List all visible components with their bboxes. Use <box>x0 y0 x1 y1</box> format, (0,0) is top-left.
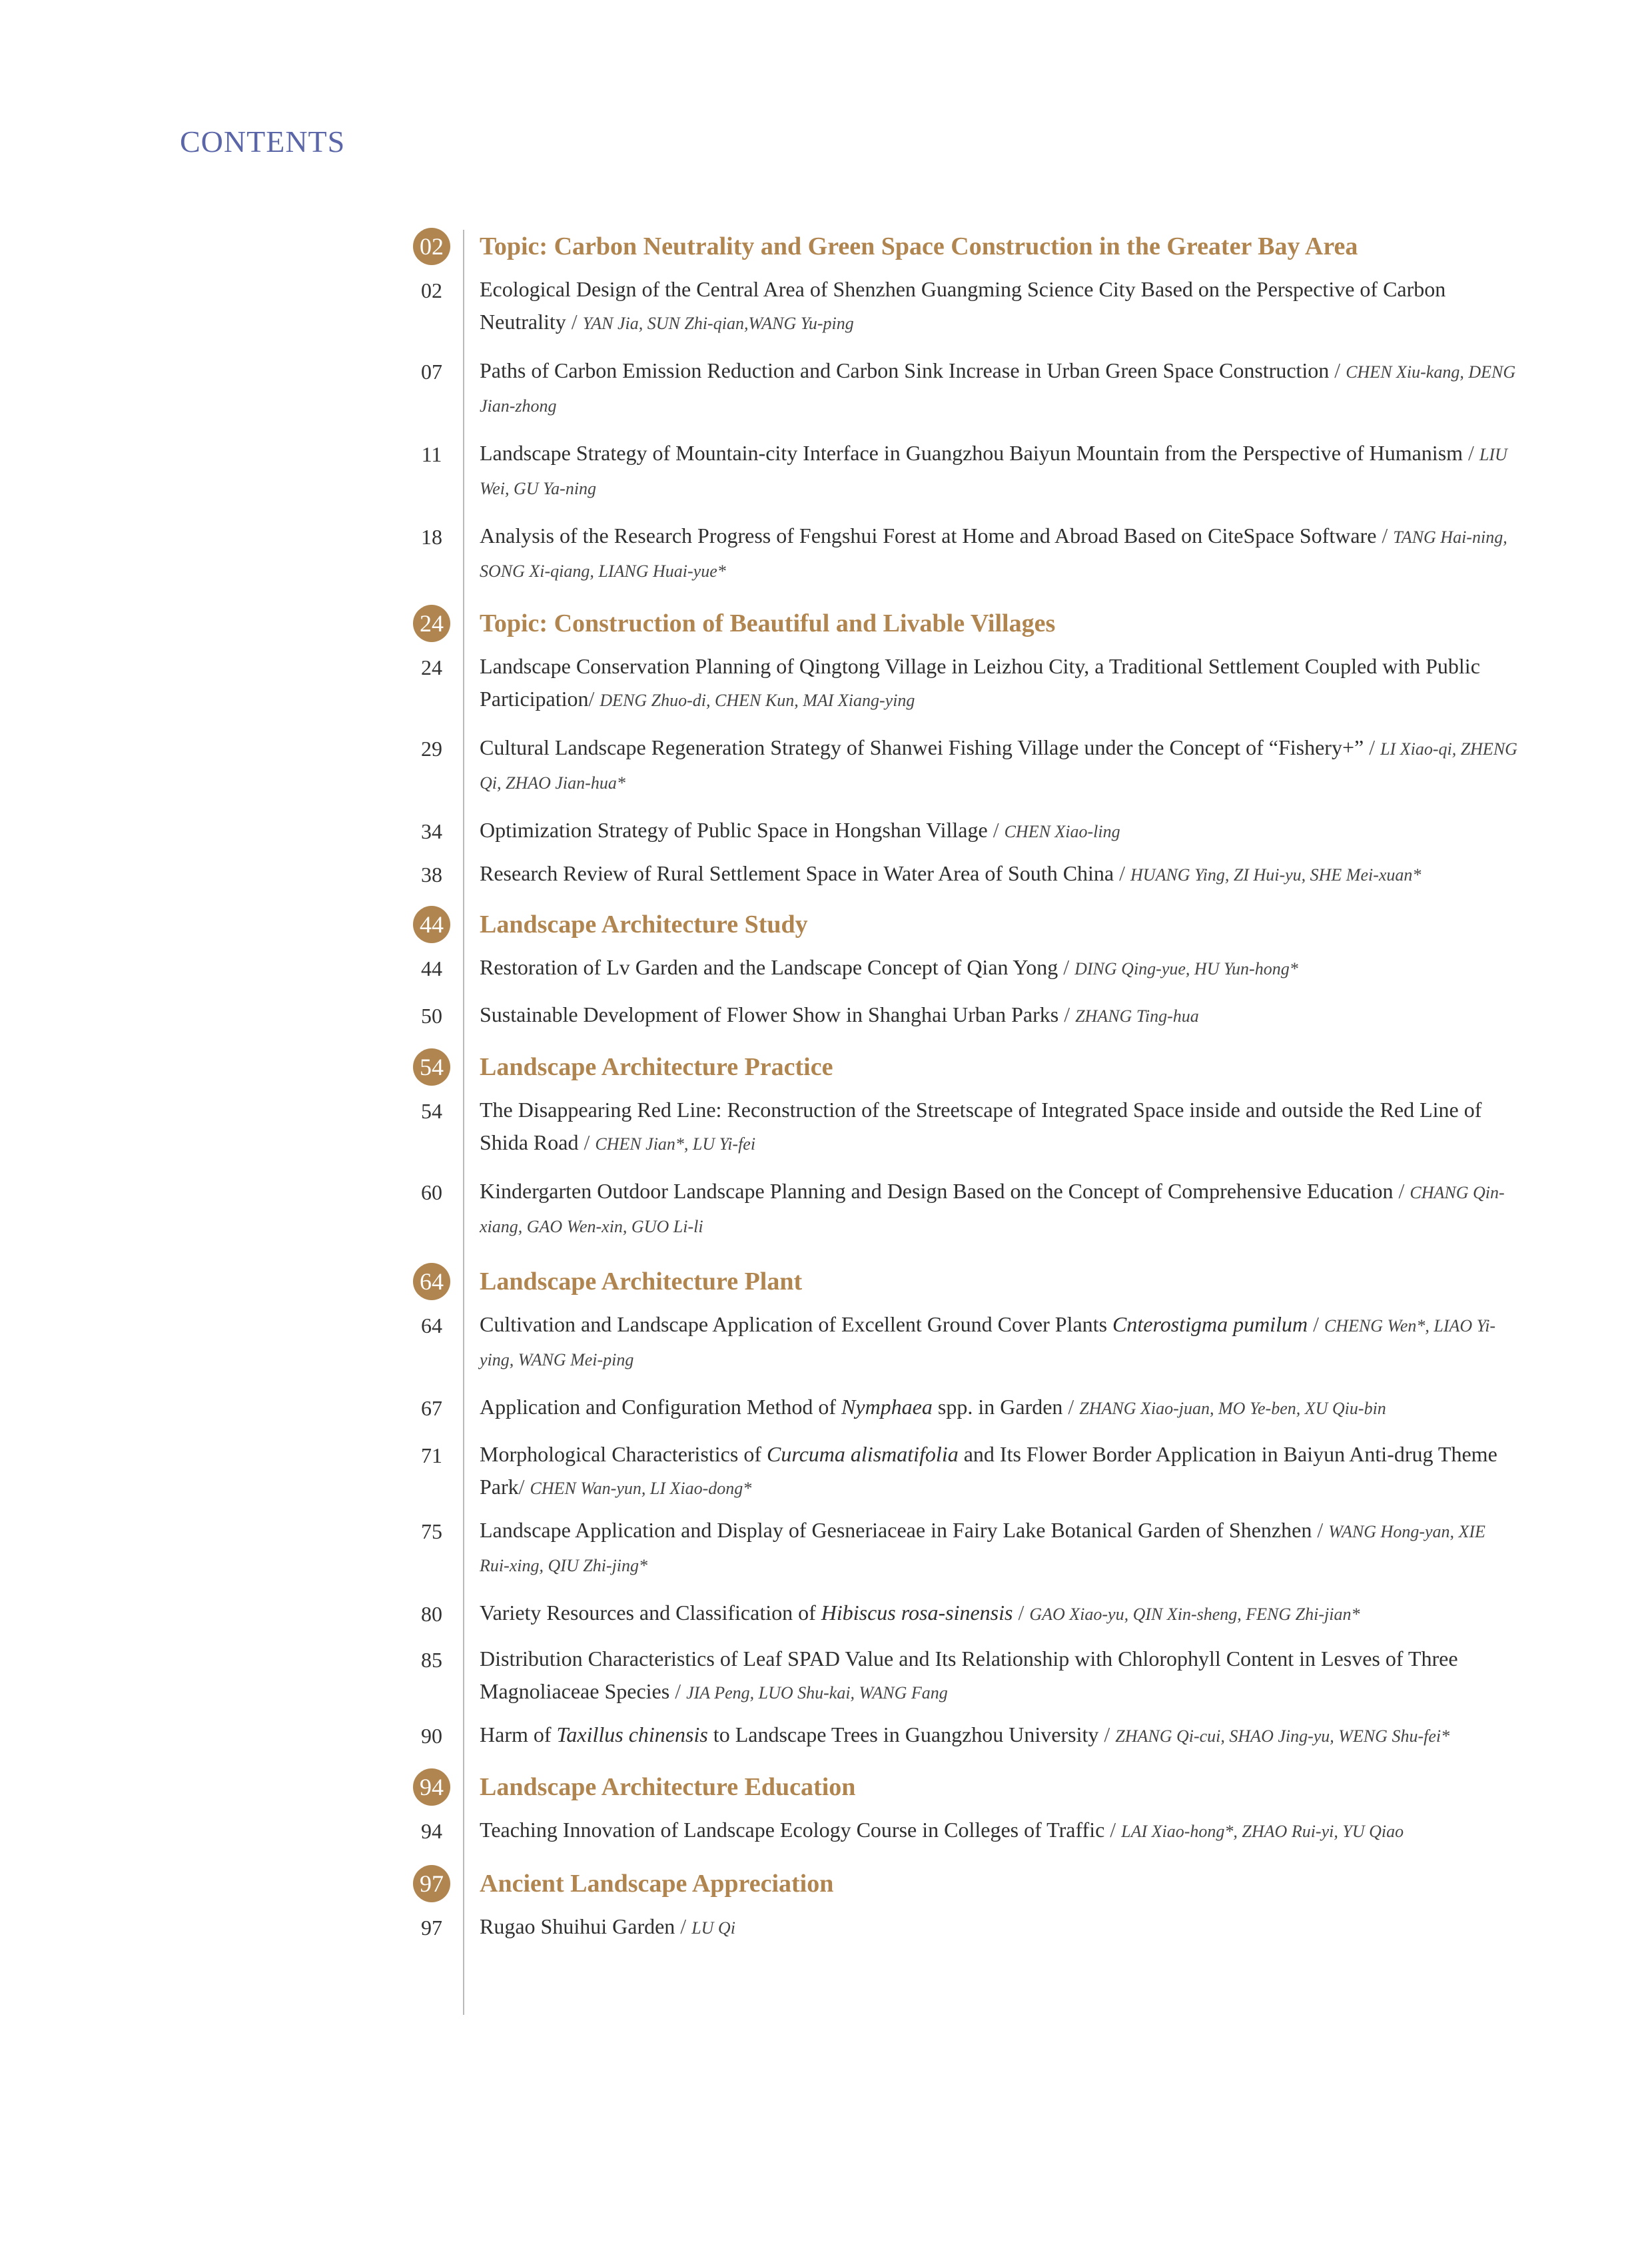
entry-page-number: 54 <box>421 1099 442 1123</box>
author-separator: / <box>1058 955 1075 979</box>
toc-entry[interactable] <box>413 354 1519 422</box>
article-title: Cultural Landscape Regeneration Strategy of Shanwei Fishing Village under the Concept of “Fishery+” <box>480 735 1364 759</box>
article-title: Application and Configuration Method of <box>480 1395 837 1419</box>
entry-text <box>480 520 1519 587</box>
entry-text <box>480 273 1519 340</box>
article-title: Variety Resources and Classification of <box>480 1601 816 1625</box>
table-of-contents <box>413 220 1519 1944</box>
article-authors: LI Xiao-qi, ZHENG Qi, ZHAO Jian-hua* <box>480 739 1517 793</box>
author-separator: / <box>1062 1395 1080 1419</box>
toc-entry[interactable] <box>413 1643 1519 1709</box>
entry-text <box>480 354 1519 422</box>
entry-page-number: 75 <box>421 1519 442 1543</box>
section-title: Topic: Carbon Neutrality and Green Space Construction in the Greater Bay Area <box>480 232 1358 260</box>
species-name: Taxillus chinensis <box>556 1722 708 1746</box>
article-title-continued: to Landscape Trees in Guangzhou University <box>713 1722 1099 1746</box>
toc-entry[interactable] <box>413 650 1519 717</box>
toc-entry[interactable] <box>413 1718 1519 1752</box>
article-title: Landscape Conservation Planning of Qingtong Village in Leizhou City, a Traditional Settlement Coupled with Public Participation <box>480 654 1480 711</box>
toc-entry[interactable] <box>413 1308 1519 1376</box>
toc-entry[interactable] <box>413 998 1519 1032</box>
author-separator: / <box>1376 524 1394 548</box>
article-authors: YAN Jia, SUN Zhi-qian,WANG Yu-ping <box>582 314 854 333</box>
article-title: Research Review of Rural Settlement Space in Water Area of South China <box>480 861 1114 885</box>
author-separator: / <box>1114 861 1131 885</box>
entry-page-number: 11 <box>421 442 442 466</box>
author-separator: / <box>566 310 583 334</box>
entry-text <box>480 437 1519 505</box>
article-title: Landscape Strategy of Mountain-city Interface in Guangzhou Baiyun Mountain from the Perspective of Humanism <box>480 441 1463 465</box>
section-title: Landscape Architecture Plant <box>480 1268 803 1296</box>
toc-entry[interactable] <box>413 1514 1519 1582</box>
section-heading <box>413 220 1519 273</box>
entry-text <box>480 1814 1519 1848</box>
entry-text <box>480 998 1519 1032</box>
entry-page-number: 34 <box>421 819 442 843</box>
author-separator: / <box>1463 441 1479 465</box>
article-authors: TANG Hai-ning, SONG Xi-qiang, LIANG Huai-yue* <box>480 528 1507 581</box>
toc-entry[interactable] <box>413 273 1519 340</box>
article-title: Teaching Innovation of Landscape Ecology Course in Colleges of Traffic <box>480 1818 1105 1842</box>
entry-text <box>480 1514 1519 1582</box>
section-heading <box>413 597 1519 650</box>
toc-entry[interactable] <box>413 1391 1519 1425</box>
section-title: Topic: Construction of Beautiful and Livable Villages <box>480 609 1056 637</box>
article-title-continued: spp. in Garden <box>937 1395 1063 1419</box>
toc-entry[interactable] <box>413 437 1519 505</box>
author-separator: / <box>1393 1179 1410 1203</box>
article-authors: CHEN Xiu-kang, DENG Jian-zhong <box>480 362 1516 416</box>
entry-text <box>480 1175 1519 1243</box>
toc-entry[interactable] <box>413 857 1519 891</box>
entry-text <box>480 1597 1519 1631</box>
section-title: Landscape Architecture Study <box>480 911 808 938</box>
entry-page-number: 60 <box>421 1180 442 1204</box>
entry-page-number: 80 <box>421 1602 442 1626</box>
entry-page-number: 64 <box>421 1313 442 1337</box>
article-title-continued: and Its Flower Border Application in Baiyun Anti-drug Theme Park <box>480 1442 1497 1499</box>
section-page-badge: 97 <box>413 1865 450 1902</box>
article-authors: LU Qi <box>691 1918 735 1938</box>
section-heading <box>413 898 1519 951</box>
section-title: Ancient Landscape Appreciation <box>480 1870 834 1898</box>
toc-entry[interactable] <box>413 1175 1519 1243</box>
entry-text <box>480 1391 1519 1425</box>
author-separator: / <box>1058 1002 1076 1026</box>
entry-text <box>480 951 1519 985</box>
entry-page-number: 38 <box>421 863 442 887</box>
article-title: Rugao Shuihui Garden <box>480 1914 675 1938</box>
article-authors: JIA Peng, LUO Shu-kai, WANG Fang <box>686 1683 948 1702</box>
entry-text <box>480 731 1519 799</box>
article-authors: ZHANG Qi-cui, SHAO Jing-yu, WENG Shu-fei* <box>1115 1726 1450 1746</box>
toc-entry[interactable] <box>413 814 1519 848</box>
author-separator: / <box>1329 358 1346 382</box>
toc-entry[interactable] <box>413 1910 1519 1944</box>
entry-page-number: 67 <box>421 1396 442 1420</box>
section-title: Landscape Architecture Practice <box>480 1053 833 1081</box>
toc-entry[interactable] <box>413 1094 1519 1160</box>
entry-page-number: 50 <box>421 1004 442 1028</box>
article-authors: DENG Zhuo-di, CHEN Kun, MAI Xiang-ying <box>600 691 915 710</box>
article-authors: DING Qing-yue, HU Yun-hong* <box>1074 959 1298 978</box>
article-title: Cultivation and Landscape Application of Excellent Ground Cover Plants <box>480 1312 1108 1336</box>
section-page-badge: 64 <box>413 1263 450 1300</box>
section-heading <box>413 1857 1519 1910</box>
article-title: Landscape Application and Display of Gesneriaceae in Fairy Lake Botanical Garden of Shenzhen <box>480 1518 1312 1542</box>
article-title: Optimization Strategy of Public Space in Hongshan Village <box>480 818 988 842</box>
entry-page-number: 24 <box>421 655 442 679</box>
article-authors: ZHANG Xiao-juan, MO Ye-ben, XU Qiu-bin <box>1079 1399 1386 1418</box>
article-title: Analysis of the Research Progress of Fengshui Forest at Home and Abroad Based on CiteSpace Software <box>480 524 1377 548</box>
entry-page-number: 94 <box>421 1819 442 1843</box>
entry-page-number: 97 <box>421 1916 442 1940</box>
article-authors: ZHANG Ting-hua <box>1075 1006 1199 1026</box>
section-page-badge: 94 <box>413 1768 450 1806</box>
toc-entry[interactable] <box>413 520 1519 587</box>
entry-page-number: 71 <box>421 1443 442 1467</box>
article-title: Restoration of Lv Garden and the Landscape Concept of Qian Yong <box>480 955 1058 979</box>
toc-entry[interactable] <box>413 951 1519 985</box>
species-name: Cnterostigma pumilum <box>1112 1312 1308 1336</box>
article-authors: CHEN Jian*, LU Yi-fei <box>595 1134 756 1154</box>
article-title: Morphological Characteristics of <box>480 1442 761 1466</box>
article-title: The Disappearing Red Line: Reconstruction of the Streetscape of Integrated Space inside and outside the Red Line of Shida Road <box>480 1098 1482 1154</box>
article-title: Sustainable Development of Flower Show in Shanghai Urban Parks <box>480 1002 1059 1026</box>
author-separator: / <box>578 1130 596 1154</box>
toc-entry[interactable] <box>413 1597 1519 1631</box>
toc-entry[interactable] <box>413 1438 1519 1505</box>
article-authors: CHENG Wen*, LIAO Yi-ying, WANG Mei-ping <box>480 1316 1496 1369</box>
species-name: Curcuma alismatifolia <box>766 1442 959 1466</box>
article-authors: CHEN Wan-yun, LI Xiao-dong* <box>530 1479 752 1498</box>
toc-entry[interactable] <box>413 1814 1519 1848</box>
article-title: Harm of <box>480 1722 552 1746</box>
entry-text <box>480 814 1519 848</box>
species-name: Nymphaea <box>841 1395 933 1419</box>
entry-text <box>480 1718 1519 1752</box>
article-authors: CHEN Xiao-ling <box>1004 822 1120 841</box>
entry-text <box>480 1094 1519 1160</box>
section-heading <box>413 1760 1519 1814</box>
author-separator: / <box>1104 1818 1122 1842</box>
page-title: CONTENTS <box>180 125 346 159</box>
entry-text <box>480 1438 1519 1505</box>
entry-page-number: 90 <box>421 1724 442 1748</box>
entry-page-number: 18 <box>421 525 442 549</box>
entry-text <box>480 1308 1519 1376</box>
author-separator: / <box>1364 735 1381 759</box>
author-separator: / <box>1098 1722 1116 1746</box>
article-title: Paths of Carbon Emission Reduction and Carbon Sink Increase in Urban Green Space Construction <box>480 358 1330 382</box>
article-authors: LAI Xiao-hong*, ZHAO Rui-yi, YU Qiao <box>1121 1822 1404 1841</box>
entry-text <box>480 1910 1519 1944</box>
entry-page-number: 44 <box>421 956 442 980</box>
article-authors: WANG Hong-yan, XIE Rui-xing, QIU Zhi-jing* <box>480 1522 1485 1575</box>
entry-text <box>480 1643 1519 1709</box>
section-heading <box>413 1255 1519 1308</box>
section-page-badge: 24 <box>413 605 450 642</box>
toc-entry[interactable] <box>413 731 1519 799</box>
entry-text <box>480 857 1519 891</box>
entry-page-number: 29 <box>421 737 442 761</box>
section-page-badge: 44 <box>413 906 450 943</box>
section-heading <box>413 1040 1519 1094</box>
article-title: Ecological Design of the Central Area of Shenzhen Guangming Science City Based on the Perspective of Carbon Neutrality <box>480 277 1446 334</box>
author-separator: / <box>987 818 1005 842</box>
author-separator: / <box>1308 1312 1324 1336</box>
author-separator: / <box>675 1914 692 1938</box>
article-authors: HUANG Ying, ZI Hui-yu, SHE Mei-xuan* <box>1130 865 1422 885</box>
author-separator: / <box>1013 1601 1030 1625</box>
article-authors: CHANG Qin-xiang, GAO Wen-xin, GUO Li-li <box>480 1183 1505 1236</box>
author-separator: / <box>1312 1518 1329 1542</box>
entry-page-number: 85 <box>421 1648 442 1672</box>
section-page-badge: 54 <box>413 1048 450 1086</box>
entry-page-number: 02 <box>421 278 442 302</box>
article-authors: GAO Xiao-yu, QIN Xin-sheng, FENG Zhi-jian* <box>1029 1605 1360 1624</box>
entry-text <box>480 650 1519 717</box>
author-separator: / <box>588 687 600 711</box>
author-separator: / <box>669 1679 687 1703</box>
species-name: Hibiscus rosa-sinensis <box>821 1601 1013 1625</box>
section-title: Landscape Architecture Education <box>480 1773 856 1801</box>
entry-page-number: 07 <box>421 360 442 384</box>
article-authors: LIU Wei, GU Ya-ning <box>480 445 1507 498</box>
author-separator: / <box>518 1475 530 1499</box>
article-title: Distribution Characteristics of Leaf SPAD Value and Its Relationship with Chlorophyll Content in Lesves of Three Magnoliaceae Species <box>480 1647 1458 1703</box>
article-title: Kindergarten Outdoor Landscape Planning and Design Based on the Concept of Comprehensive Education <box>480 1179 1394 1203</box>
section-page-badge: 02 <box>413 228 450 265</box>
